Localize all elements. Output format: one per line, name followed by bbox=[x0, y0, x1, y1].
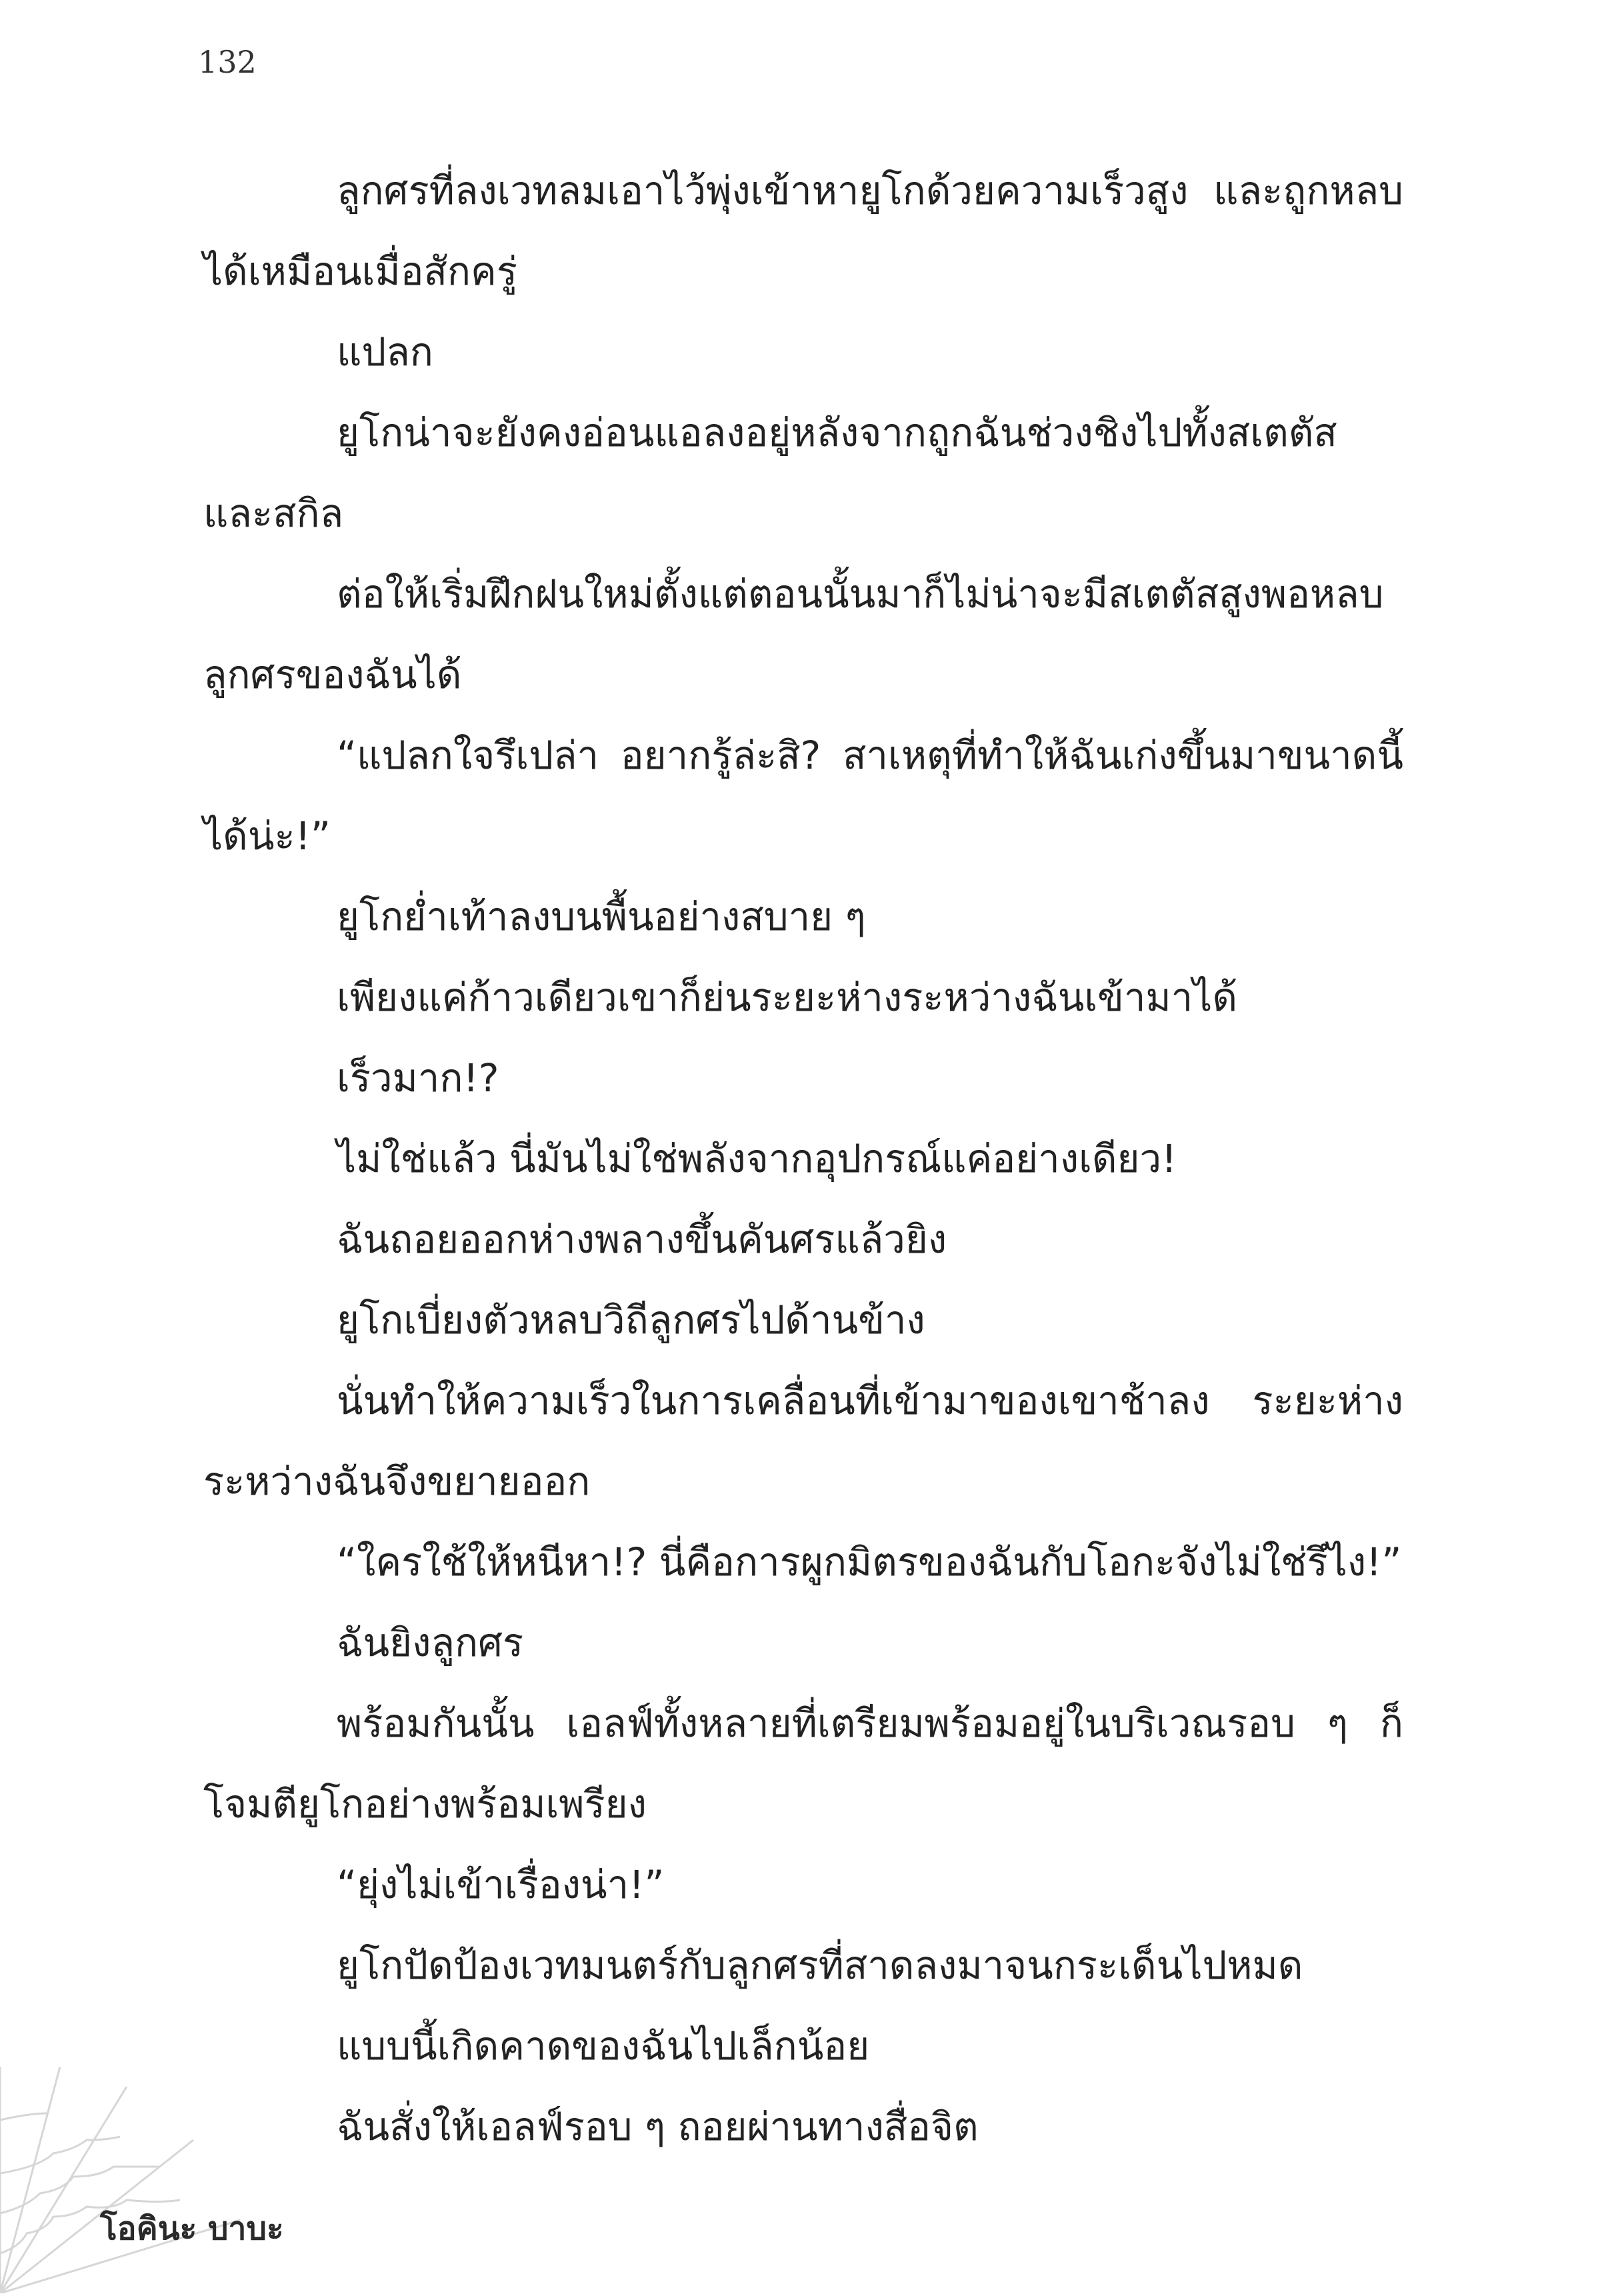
paragraph: “ใครใช้ให้หนีหา!? นี่คือการผูกมิตรของฉันกับโอกะจังไม่ใช่รึไง!” bbox=[337, 1539, 1402, 1585]
paragraph: “ยุ่งไม่เข้าเรื่องน่า!” bbox=[337, 1862, 665, 1907]
paragraph: เพียงแค่ก้าวเดียวเขาก็ย่นระยะห่างระหว่างฉันเข้ามาได้ bbox=[337, 975, 1238, 1020]
body-text bbox=[203, 151, 1403, 2167]
paragraph: ลูกศรที่ลงเวทลมเอาไว้พุ่งเข้าหายูโกด้วยความเร็วสูง และถูกหลบได้เหมือนเมื่อสักครู่ bbox=[203, 168, 1403, 294]
paragraph: ยูโกปัดป้องเวทมนตร์กับลูกศรที่สาดลงมาจนกระเด็นไปหมด bbox=[337, 1943, 1303, 1988]
author-name: โอคินะ บาบะ bbox=[100, 2210, 284, 2247]
spider-web-icon bbox=[0, 2067, 240, 2293]
paragraph: นั่นทำให้ความเร็วในการเคลื่อนที่เข้ามาของเขาช้าลง ระยะห่างระหว่างฉันจึงขยายออก bbox=[203, 1378, 1403, 1504]
paragraph: ยูโกน่าจะยังคงอ่อนแอลงอยู่หลังจากถูกฉันช่วงชิงไปทั้งสเตตัสและสกิล bbox=[203, 410, 1337, 536]
paragraph: พร้อมกันนั้น เอลฟ์ทั้งหลายที่เตรียมพร้อมอยู่ในบริเวณรอบ ๆ ก็โจมตียูโกอย่างพร้อมเพรียง bbox=[203, 1701, 1403, 1827]
paragraph: “แปลกใจรึเปล่า อยากรู้ล่ะสิ? สาเหตุที่ทำให้ฉันเก่งขึ้นมาขนาดนี้ได้น่ะ!” bbox=[203, 733, 1403, 859]
paragraph: แบบนี้เกิดคาดของฉันไปเล็กน้อย bbox=[337, 2023, 870, 2069]
paragraph: เร็วมาก!? bbox=[337, 1055, 499, 1101]
paragraph: ยูโกเบี่ยงตัวหลบวิถีลูกศรไปด้านข้าง bbox=[337, 1297, 925, 1343]
paragraph: ฉันยิงลูกศร bbox=[337, 1620, 524, 1665]
paragraph: ยูโกย่ำเท้าลงบนพื้นอย่างสบาย ๆ bbox=[337, 894, 866, 939]
paragraph: ไม่ใช่แล้ว นี่มันไม่ใช่พลังจากอุปกรณ์แค่อย่างเดียว! bbox=[337, 1136, 1177, 1181]
paragraph: ฉันถอยออกห่างพลางขึ้นคันศรแล้วยิง bbox=[337, 1217, 947, 1262]
paragraph: ต่อให้เริ่มฝึกฝนใหม่ตั้งแต่ตอนนั้นมาก็ไม่น่าจะมีสเตตัสสูงพอหลบลูกศรของฉันได้ bbox=[203, 571, 1384, 697]
paragraph: ฉันสั่งให้เอลฟ์รอบ ๆ ถอยผ่านทางสื่อจิต bbox=[337, 2104, 979, 2149]
paragraph: แปลก bbox=[337, 329, 433, 375]
page-number: 132 bbox=[198, 44, 257, 80]
